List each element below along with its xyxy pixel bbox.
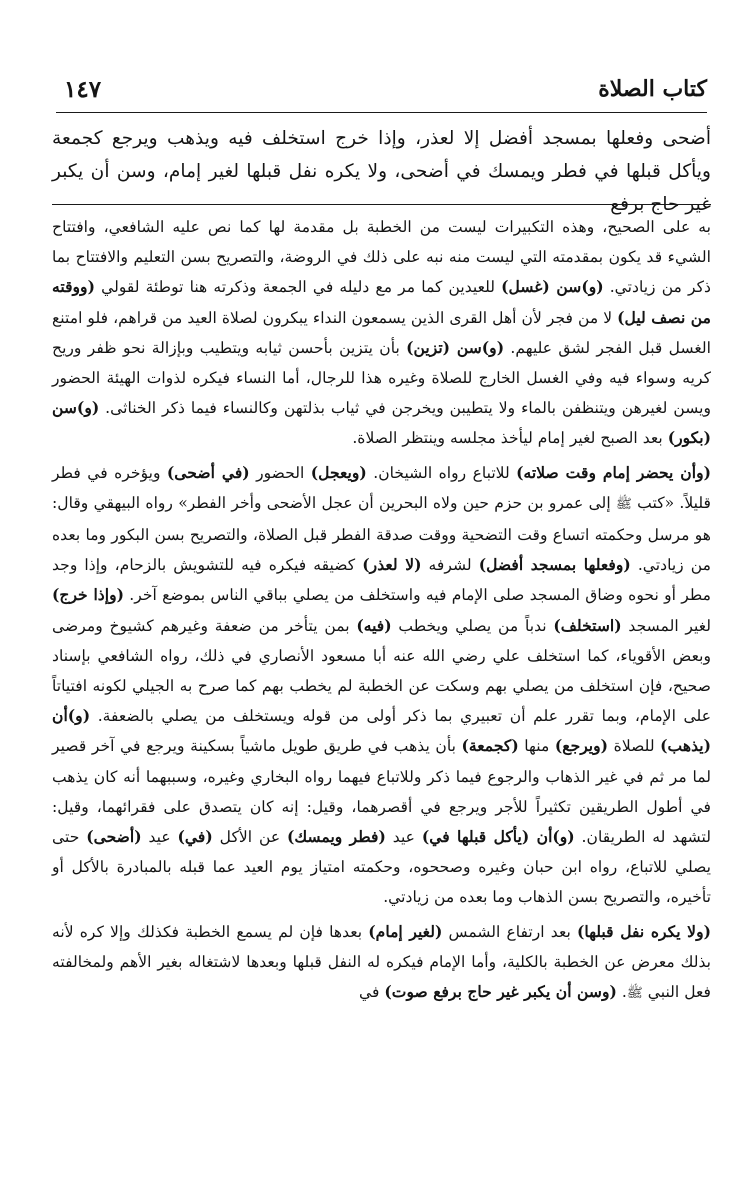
matn-quote: (كجمعة): [461, 736, 519, 756]
salawat-symbol: ﷺ: [615, 496, 632, 512]
matn-quote: (لغير إمام): [368, 921, 443, 941]
matn-text: أضحى وفعلها بمسجد أفضل إلا لعذر، وإذا خرج استخلف فيه ويذهب ويرجع كجمعة ويأكل قبلها في فطر ويمسك في أضحى، ولا يكره نفل قبلها لغير إمام، وسن أن يكبر غير حاج برفع: [52, 128, 711, 215]
commentary-text: للاتباع رواه الشيخان.: [366, 463, 517, 482]
matn-quote: (و)أن: [529, 827, 575, 847]
commentary-text: ويؤخره في فطر قليلاً. «كتب: [52, 463, 711, 512]
matn-quote: (و)سن: [450, 337, 505, 357]
matn-quote: (استخلف): [553, 615, 622, 635]
matn-quote: (في): [177, 827, 213, 847]
commentary-text: بأن يتزين بأحسن ثيابه ويتطيب وبإزالة نحو ظفر وريح كريه وسواء فيه وفي الغسل الخارج للصلاة وغيره هذا للرجال، أما النساء فيكره لذوات الهيئة الحضور ويسن لغيرهن ويتنظفن بالماء ولا يتطيبن ويخرجن في ثياب بذلتهن وكالنساء فيما ذكر الخناثى.: [52, 338, 711, 418]
commentary-text: لا من فجر لأن أهل القرى الذين يسمعون النداء يبكرون لصلاة العيد من قراهم، فلو امتنع الغسل قبل الفجر لشق عليهم.: [52, 308, 712, 357]
matn-quote: (ويعجل): [310, 462, 367, 482]
separator-line: [52, 204, 711, 205]
matn-quote: (ووقته من نصف ليل): [52, 277, 711, 327]
matn-quote: (يأكل قبلها في): [421, 827, 530, 847]
matn-quote: (وإذا خرج): [52, 585, 124, 605]
matn-quote: (ويرجع): [554, 736, 609, 756]
commentary-text: لشرفه: [421, 556, 479, 575]
matn-quote: (غسل): [501, 277, 550, 297]
commentary-text: الحضور: [249, 463, 311, 482]
commentary-text: كضيقه فيكره فيه للتشويش بالزحام، وإذا وجد مطر أو نحوه وضاق المسجد صلى الإمام فيه واستخلف من يصلي بباقي الناس بموضع آخر.: [52, 556, 711, 605]
commentary-text: للعيدين كما مر مع دليله في الجمعة وذكرته هنا توطئة لقولي: [94, 278, 502, 297]
commentary-text: لغير المسجد: [621, 616, 712, 635]
matn-quote: (وفعلها بمسجد أفضل): [478, 555, 631, 575]
matn-quote: (فيه): [356, 615, 392, 635]
commentary-paragraph-1: [52, 212, 711, 454]
commentary-text: عن الأكل: [212, 828, 287, 847]
commentary-text: عيد: [385, 828, 422, 847]
commentary-text: .: [616, 983, 627, 1002]
commentary-text: بمن يتأخر من ضعفة وغيرهم كشيوخ ومرضى وبعض الأقوياء، كما استخلف علي رضي الله عنه أبا مسعود الأنصاري في ذلك، رواه الشافعي بإسناد صحيح، فإن استخلف من يصلي بهم وسكت عن الخطبة لم يخطب بهم كما صرح به الجيلي لكونه افتياتاً على الإمام، وبما تقرر علم أن تعبيري بما ذكر أولى من قوله ويستخلف من يصلي بالضعفة.: [52, 616, 711, 726]
commentary-text: منها: [518, 737, 555, 756]
page-header: [56, 66, 707, 113]
commentary-text: بعد الصبح لغير إمام ليأخذ مجلسه وينتظر الصلاة.: [352, 429, 668, 448]
matn-quote: (بكور): [667, 428, 711, 448]
matn-quote: (أضحى): [86, 827, 142, 847]
salawat-symbol: ﷺ: [626, 986, 643, 1002]
commentary-text: حتى يصلي للاتباع، رواه ابن حبان وغيره وصححوه، وحكمته امتياز يوم العيد عما قبله بالمبادرة بالأكل أو تأخيره، والتصريح بسن الذهاب وما بعده من زيادتي.: [52, 828, 711, 907]
matn-quote: (وسن أن يكبر غير حاج برفع صوت): [384, 982, 617, 1002]
commentary-text: إلى عمرو بن حزم حين ولاه البحرين أن عجل الأضحى وأخر الفطر» رواه البيهقي وقال: هو مرسل وحكمته اتساع وقت التضحية ووقت صدقة الفطر قبل الصلاة، والتصريح بسن البكور وما بعده من زيادتي.: [52, 493, 712, 575]
matn-quote: (فطر ويمسك): [287, 827, 386, 847]
matn-quote: (و)سن: [549, 277, 604, 297]
commentary-text: بعد ارتفاع الشمس: [442, 922, 577, 941]
matn-quote: (وأن يحضر إمام وقت صلاته): [516, 462, 711, 482]
matn-quote: (و)أن: [52, 706, 91, 726]
matn-quote: (تزين): [406, 337, 451, 357]
matn-quote: (لا لعذر): [362, 555, 422, 575]
commentary-text: في: [359, 983, 385, 1002]
matn-quote: (ولا يكره نفل قبلها): [576, 921, 711, 941]
commentary-text: ندباً من يصلي ويخطب: [391, 616, 554, 635]
commentary-paragraph-3: [52, 917, 711, 1010]
commentary-text: للصلاة: [608, 737, 661, 756]
matn-quote: (و)سن: [52, 398, 100, 418]
page-number: ١٤٧: [64, 76, 102, 103]
chapter-title: كتاب الصلاة: [598, 76, 707, 102]
commentary-paragraph-2: [52, 458, 711, 913]
sharh-commentary: [52, 212, 711, 1009]
commentary-text: بأن يذهب في طريق طويل ماشياً بسكينة ويرجع في آخر قصير لما مر ثم في غير الذهاب والرجوع فيما ذكر وللاتباع فيهما رواه البخاري وغيره، وسببهما أنه كان يذهب في أطول الطريقين تكثيراً للأجر ويرجع في أقصرهما، وقيل: إنه كان يتصدق على فقرائهما، وقيل: لتشهد له الطريقان.: [52, 737, 711, 847]
commentary-text: عيد: [141, 828, 178, 847]
commentary-text: بعدها فإن لم يسمع الخطبة فكذلك وإلا كره لأنه بذلك معرض عن الخطبة بالكلية، وأما الإمام فيكره له النفل قبلها وبعدها لاشتغاله بغير الأهم ولمخالفته فعل النبي: [52, 922, 711, 1002]
commentary-text: به على الصحيح، وهذه التكبيرات ليست من الخطبة بل مقدمة لها كما نص عليه الشافعي، وافتتاح الشيء قد يكون بمقدمته التي ليست منه نبه على ذلك في الروضة، والتصريح بسن التعليم والافتتاح بما ذكر من زيادتي.: [52, 218, 711, 297]
matn-quote: (في أضحى): [166, 462, 250, 482]
matn-quote: (يذهب): [660, 736, 711, 756]
